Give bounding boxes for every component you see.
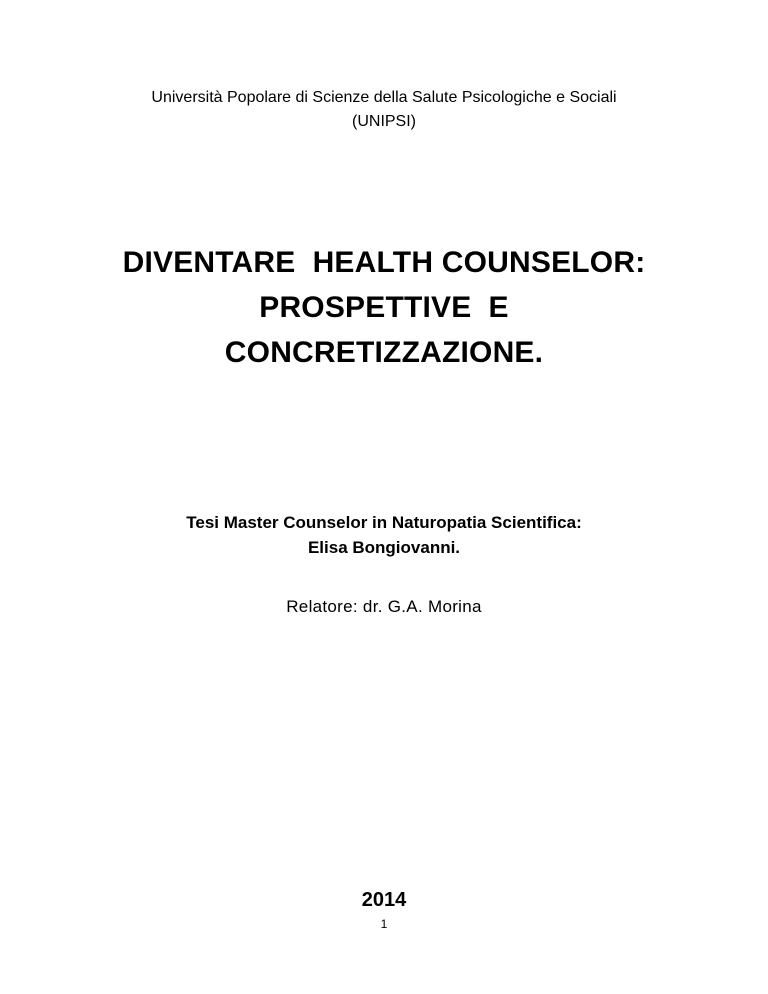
institution-name: Università Popolare di Scienze della Salute Psicologiche e Sociali <box>151 89 617 106</box>
title-line-1: DIVENTARE HEALTH COUNSELOR: <box>122 246 646 279</box>
page-number: 1 <box>380 917 388 931</box>
thesis-title <box>0 240 768 375</box>
institution-acronym: (UNIPSI) <box>352 113 416 130</box>
author-name: Elisa Bongiovanni. <box>307 538 461 557</box>
year: 2014 <box>361 889 407 911</box>
supervisor: Relatore: dr. G.A. Morina <box>286 597 482 616</box>
title-line-3: CONCRETIZZAZIONE. <box>224 336 544 369</box>
institution-heading <box>0 86 768 134</box>
title-line-2: PROSPETTIVE E <box>259 291 509 324</box>
thesis-type: Tesi Master Counselor in Naturopatia Scientifica: <box>186 513 582 532</box>
thesis-info <box>0 510 768 560</box>
